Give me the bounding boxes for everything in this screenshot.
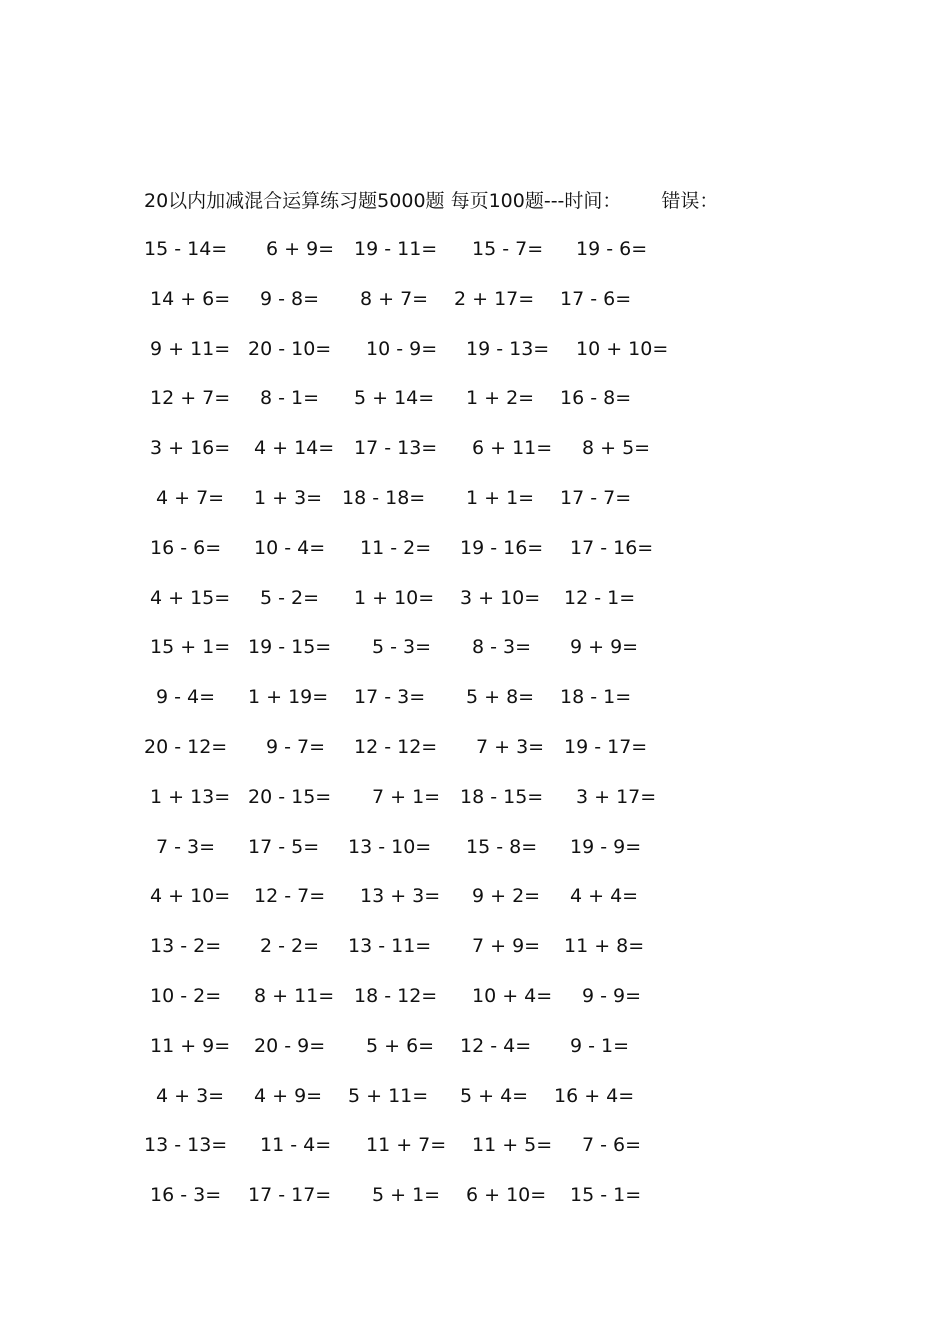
math-problem: 4 + 15= [150, 586, 231, 609]
math-problem: 19 - 6= [576, 238, 648, 260]
math-problem: 3 + 10= [460, 586, 541, 609]
math-problem: 18 - 18= [342, 486, 426, 509]
math-problem: 18 - 1= [560, 686, 632, 709]
math-problem: 18 - 12= [354, 984, 438, 1007]
math-problem: 12 - 4= [460, 1034, 532, 1057]
math-problem: 16 - 6= [150, 536, 222, 559]
math-problem: 19 - 13= [466, 337, 550, 360]
math-problem: 9 - 9= [582, 984, 642, 1007]
math-problem: 10 - 9= [366, 337, 438, 360]
math-problem: 13 - 10= [348, 835, 432, 858]
math-problem: 11 + 8= [564, 935, 645, 958]
math-problem: 5 + 1= [372, 1184, 441, 1207]
math-problem: 15 - 7= [472, 238, 544, 260]
math-problem: 1 + 1= [466, 486, 535, 509]
math-problem: 3 + 16= [150, 437, 231, 460]
math-problem: 8 + 11= [254, 984, 335, 1007]
math-problem: 17 - 13= [354, 437, 438, 460]
math-problem: 5 + 6= [366, 1034, 435, 1057]
math-problem: 10 + 4= [472, 984, 553, 1007]
math-problem: 15 + 1= [150, 636, 231, 659]
math-problem: 2 + 17= [454, 287, 535, 310]
math-problem: 6 + 11= [472, 437, 553, 460]
math-problem: 4 + 4= [570, 885, 639, 908]
math-problem: 13 - 13= [144, 1134, 228, 1157]
math-problem: 12 - 12= [354, 735, 438, 758]
math-problem: 5 - 3= [372, 636, 432, 659]
math-problem: 13 - 2= [150, 935, 222, 958]
math-problem: 14 + 6= [150, 287, 231, 310]
math-problem: 7 - 3= [156, 835, 216, 858]
math-problem: 12 - 7= [254, 885, 326, 908]
math-problem: 16 + 4= [554, 1084, 635, 1107]
math-problem: 5 + 8= [466, 686, 535, 709]
math-problem: 19 - 16= [460, 536, 544, 559]
math-problem: 19 - 17= [564, 735, 648, 758]
math-problem: 10 + 10= [576, 337, 669, 360]
math-problem: 16 - 3= [150, 1184, 222, 1207]
math-problem: 4 + 10= [150, 885, 231, 908]
math-problem: 9 + 9= [570, 636, 639, 659]
math-problem: 17 - 16= [570, 536, 654, 559]
math-problem: 8 + 5= [582, 437, 651, 460]
math-problem: 5 + 14= [354, 387, 435, 410]
math-problem: 13 + 3= [360, 885, 441, 908]
math-problem: 1 + 3= [254, 486, 323, 509]
math-problem: 7 + 3= [476, 735, 545, 758]
math-problem: 17 - 3= [354, 686, 426, 709]
math-problem: 10 - 4= [254, 536, 326, 559]
math-problem: 4 + 3= [156, 1084, 225, 1107]
math-problem: 15 - 8= [466, 835, 538, 858]
worksheet-title: 20以内加减混合运算练习题5000题 每页100题---时间： [144, 190, 622, 212]
math-problem: 6 + 9= [266, 238, 335, 260]
math-problem: 9 - 7= [266, 735, 326, 758]
math-problem: 18 - 15= [460, 785, 544, 808]
math-problem: 9 + 11= [150, 337, 231, 360]
math-problem: 12 + 7= [150, 387, 231, 410]
math-problem: 7 + 9= [472, 935, 541, 958]
math-problem: 20 - 9= [254, 1034, 326, 1057]
errors-label: 错误： [661, 190, 719, 212]
math-problem: 1 + 2= [466, 387, 535, 410]
math-problem: 5 + 4= [460, 1084, 529, 1107]
math-problem: 17 - 5= [248, 835, 320, 858]
math-problem: 8 - 3= [472, 636, 532, 659]
math-problem: 10 - 2= [150, 984, 222, 1007]
math-problem: 8 + 7= [360, 287, 429, 310]
math-problem: 6 + 10= [466, 1184, 547, 1207]
math-problem: 15 - 1= [570, 1184, 642, 1207]
math-problem: 1 + 10= [354, 586, 435, 609]
math-problem: 7 + 1= [372, 785, 441, 808]
math-problem: 1 + 19= [248, 686, 329, 709]
math-problem: 11 + 9= [150, 1034, 231, 1057]
math-problem: 11 - 2= [360, 536, 432, 559]
math-problem: 11 + 5= [472, 1134, 553, 1157]
math-problem: 2 - 2= [260, 935, 320, 958]
math-problem: 7 - 6= [582, 1134, 642, 1157]
math-problem: 9 - 1= [570, 1034, 630, 1057]
math-problem: 19 - 9= [570, 835, 642, 858]
math-problem: 5 + 11= [348, 1084, 429, 1107]
math-problem: 9 + 2= [472, 885, 541, 908]
math-problem: 13 - 11= [348, 935, 432, 958]
math-problem: 11 + 7= [366, 1134, 447, 1157]
math-problem: 12 - 1= [564, 586, 636, 609]
math-problem: 5 - 2= [260, 586, 320, 609]
math-problem: 9 - 8= [260, 287, 320, 310]
math-problem: 8 - 1= [260, 387, 320, 410]
math-problem: 16 - 8= [560, 387, 632, 410]
math-problem: 4 + 7= [156, 486, 225, 509]
math-problem: 4 + 14= [254, 437, 335, 460]
math-problem: 20 - 15= [248, 785, 332, 808]
math-problem: 9 - 4= [156, 686, 216, 709]
math-problem: 11 - 4= [260, 1134, 332, 1157]
math-problem: 15 - 14= [144, 238, 228, 260]
worksheet-header [144, 186, 718, 213]
math-problem: 3 + 17= [576, 785, 657, 808]
math-problem: 19 - 15= [248, 636, 332, 659]
math-problem: 4 + 9= [254, 1084, 323, 1107]
math-problem: 1 + 13= [150, 785, 231, 808]
math-problem: 17 - 6= [560, 287, 632, 310]
math-problem: 20 - 10= [248, 337, 332, 360]
math-problem: 17 - 17= [248, 1184, 332, 1207]
math-problem: 17 - 7= [560, 486, 632, 509]
math-problem: 20 - 12= [144, 735, 228, 758]
math-problem: 19 - 11= [354, 238, 438, 260]
